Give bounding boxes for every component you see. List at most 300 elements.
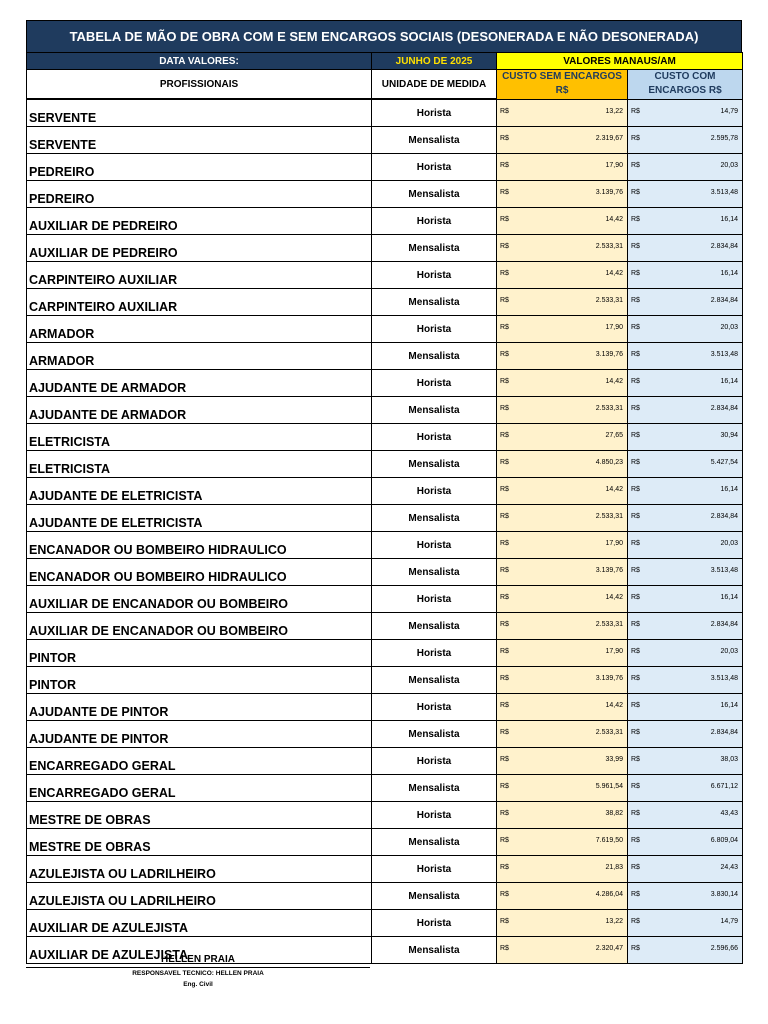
- signer-role: Eng. Civil: [183, 981, 213, 988]
- profissional-cell: PEDREIRO: [27, 154, 372, 181]
- custo-com-encargos-cell: [628, 613, 743, 640]
- currency-symbol: R$: [631, 351, 640, 358]
- currency-symbol: R$: [500, 783, 509, 790]
- unidade-cell: Mensalista: [372, 397, 497, 424]
- currency-symbol: R$: [631, 729, 640, 736]
- custo-com-encargos-value: 2.834,84: [710, 405, 738, 412]
- custo-com-encargos-cell: [628, 559, 743, 586]
- unidade-cell: Horista: [372, 586, 497, 613]
- custo-com-encargos-value: 3.513,48: [710, 675, 738, 682]
- custo-sem-encargos-value: 13,22: [605, 918, 623, 925]
- currency-symbol: R$: [500, 675, 509, 682]
- labor-cost-table: [26, 52, 743, 964]
- custo-sem-encargos-cell: [497, 910, 628, 937]
- custo-com-encargos-cell: [628, 478, 743, 505]
- table-row: [27, 289, 743, 316]
- currency-symbol: R$: [631, 864, 640, 871]
- custo-sem-encargos-cell: [497, 937, 628, 964]
- custo-sem-encargos-cell: [497, 343, 628, 370]
- profissional-cell: PEDREIRO: [27, 181, 372, 208]
- custo-sem-encargos-value: 21,83: [605, 864, 623, 871]
- custo-sem-encargos-value: 3.139,76: [595, 567, 623, 574]
- custo-sem-encargos-cell: [497, 451, 628, 478]
- table-row: [27, 343, 743, 370]
- profissional-cell: AUXILIAR DE PEDREIRO: [27, 235, 372, 262]
- custo-com-encargos-cell: [628, 721, 743, 748]
- custo-com-encargos-cell: [628, 154, 743, 181]
- custo-sem-encargos-cell: [497, 667, 628, 694]
- unidade-cell: Mensalista: [372, 451, 497, 478]
- table-row: [27, 667, 743, 694]
- custo-sem-encargos-value: 3.139,76: [595, 351, 623, 358]
- unidade-cell: Horista: [372, 910, 497, 937]
- custo-sem-encargos-value: 2.533,31: [595, 405, 623, 412]
- currency-symbol: R$: [500, 351, 509, 358]
- custo-com-encargos-value: 2.834,84: [710, 621, 738, 628]
- custo-com-encargos-value: 20,03: [720, 648, 738, 655]
- custo-sem-encargos-cell: [497, 586, 628, 613]
- custo-com-encargos-value: 24,43: [720, 864, 738, 871]
- custo-com-encargos-cell: [628, 424, 743, 451]
- unidade-cell: Horista: [372, 99, 497, 127]
- signer-name: HELLEN PRAIA: [161, 954, 235, 965]
- custo-com-encargos-value: 43,43: [720, 810, 738, 817]
- custo-sem-encargos-value: 3.139,76: [595, 675, 623, 682]
- table-row: [27, 559, 743, 586]
- custo-sem-encargos-value: 14,42: [605, 216, 623, 223]
- currency-symbol: R$: [631, 702, 640, 709]
- profissional-cell: AUXILIAR DE ENCANADOR OU BOMBEIRO: [27, 613, 372, 640]
- profissional-cell: AJUDANTE DE ELETRICISTA: [27, 505, 372, 532]
- profissional-cell: AUXILIAR DE AZULEJISTA: [27, 937, 372, 964]
- currency-symbol: R$: [631, 783, 640, 790]
- table-row: [27, 586, 743, 613]
- column-header-custo-com-encargos: CUSTO COM ENCARGOS R$: [628, 70, 743, 100]
- custo-com-encargos-cell: [628, 829, 743, 856]
- unidade-cell: Mensalista: [372, 505, 497, 532]
- currency-symbol: R$: [500, 107, 509, 115]
- table-row: [27, 397, 743, 424]
- profissional-cell: ENCARREGADO GERAL: [27, 775, 372, 802]
- unidade-cell: Horista: [372, 154, 497, 181]
- currency-symbol: R$: [631, 189, 640, 196]
- custo-sem-encargos-cell: [497, 802, 628, 829]
- custo-com-encargos-cell: [628, 289, 743, 316]
- currency-symbol: R$: [631, 756, 640, 763]
- custo-sem-encargos-cell: [497, 775, 628, 802]
- currency-symbol: R$: [631, 107, 640, 115]
- unidade-cell: Mensalista: [372, 667, 497, 694]
- data-valores-label: DATA VALORES:: [27, 53, 372, 70]
- custo-sem-encargos-value: 33,99: [605, 756, 623, 763]
- custo-com-encargos-value: 14,79: [720, 918, 738, 925]
- custo-sem-encargos-value: 17,90: [605, 648, 623, 655]
- currency-symbol: R$: [631, 918, 640, 925]
- table-row: [27, 883, 743, 910]
- currency-symbol: R$: [500, 810, 509, 817]
- custo-com-encargos-value: 14,79: [720, 107, 738, 115]
- currency-symbol: R$: [631, 648, 640, 655]
- currency-symbol: R$: [500, 864, 509, 871]
- currency-symbol: R$: [631, 243, 640, 250]
- custo-com-encargos-value: 2.834,84: [710, 297, 738, 304]
- currency-symbol: R$: [631, 567, 640, 574]
- custo-sem-encargos-value: 14,42: [605, 594, 623, 601]
- custo-com-encargos-value: 6.809,04: [710, 837, 738, 844]
- currency-symbol: R$: [500, 459, 509, 466]
- custo-sem-encargos-cell: [497, 478, 628, 505]
- custo-com-encargos-cell: [628, 937, 743, 964]
- custo-sem-encargos-value: 2.533,31: [595, 297, 623, 304]
- profissional-cell: MESTRE DE OBRAS: [27, 829, 372, 856]
- custo-com-encargos-cell: [628, 235, 743, 262]
- profissional-cell: AJUDANTE DE PINTOR: [27, 721, 372, 748]
- custo-sem-encargos-cell: [497, 721, 628, 748]
- custo-sem-encargos-cell: [497, 694, 628, 721]
- price-table-sheet: [26, 20, 742, 964]
- currency-symbol: R$: [500, 432, 509, 439]
- currency-symbol: R$: [500, 405, 509, 412]
- table-row: [27, 802, 743, 829]
- custo-sem-encargos-cell: [497, 397, 628, 424]
- profissional-cell: AJUDANTE DE PINTOR: [27, 694, 372, 721]
- custo-com-encargos-value: 2.834,84: [710, 243, 738, 250]
- custo-sem-encargos-cell: [497, 208, 628, 235]
- profissional-cell: AUXILIAR DE ENCANADOR OU BOMBEIRO: [27, 586, 372, 613]
- currency-symbol: R$: [631, 540, 640, 547]
- currency-symbol: R$: [631, 945, 640, 952]
- profissional-cell: CARPINTEIRO AUXILIAR: [27, 289, 372, 316]
- currency-symbol: R$: [631, 216, 640, 223]
- custo-sem-encargos-value: 13,22: [605, 107, 623, 115]
- profissional-cell: AZULEJISTA OU LADRILHEIRO: [27, 856, 372, 883]
- profissional-cell: ENCANADOR OU BOMBEIRO HIDRAULICO: [27, 532, 372, 559]
- profissional-cell: ELETRICISTA: [27, 451, 372, 478]
- table-row: [27, 424, 743, 451]
- currency-symbol: R$: [500, 891, 509, 898]
- custo-com-encargos-cell: [628, 451, 743, 478]
- custo-com-encargos-value: 2.834,84: [710, 513, 738, 520]
- currency-symbol: R$: [500, 567, 509, 574]
- table-row: [27, 181, 743, 208]
- custo-sem-encargos-cell: [497, 370, 628, 397]
- currency-symbol: R$: [631, 459, 640, 466]
- signature-block: [26, 953, 370, 988]
- custo-sem-encargos-cell: [497, 424, 628, 451]
- profissional-cell: ENCARREGADO GERAL: [27, 748, 372, 775]
- unidade-cell: Mensalista: [372, 289, 497, 316]
- custo-com-encargos-cell: [628, 505, 743, 532]
- currency-symbol: R$: [631, 486, 640, 493]
- custo-sem-encargos-value: 5.961,54: [595, 783, 623, 790]
- custo-sem-encargos-cell: [497, 154, 628, 181]
- table-row: [27, 208, 743, 235]
- currency-symbol: R$: [500, 135, 509, 142]
- custo-sem-encargos-value: 3.139,76: [595, 189, 623, 196]
- month-label: JUNHO DE 2025: [372, 53, 497, 70]
- table-row: [27, 721, 743, 748]
- unidade-cell: Mensalista: [372, 775, 497, 802]
- unidade-cell: Horista: [372, 640, 497, 667]
- currency-symbol: R$: [631, 162, 640, 169]
- custo-sem-encargos-cell: [497, 559, 628, 586]
- currency-symbol: R$: [631, 405, 640, 412]
- currency-symbol: R$: [631, 837, 640, 844]
- custo-com-encargos-cell: [628, 343, 743, 370]
- currency-symbol: R$: [500, 648, 509, 655]
- custo-com-encargos-value: 20,03: [720, 162, 738, 169]
- table-title: TABELA DE MÃO DE OBRA COM E SEM ENCARGOS SOCIAIS (DESONERADA E NÃO DESONERADA): [26, 20, 742, 52]
- currency-symbol: R$: [500, 378, 509, 385]
- custo-com-encargos-cell: [628, 532, 743, 559]
- custo-com-encargos-cell: [628, 127, 743, 154]
- custo-com-encargos-value: 16,14: [720, 378, 738, 385]
- custo-com-encargos-value: 2.595,78: [710, 135, 738, 142]
- custo-com-encargos-value: 2.834,84: [710, 729, 738, 736]
- table-row: [27, 154, 743, 181]
- custo-com-encargos-cell: [628, 802, 743, 829]
- unidade-cell: Horista: [372, 478, 497, 505]
- currency-symbol: R$: [500, 270, 509, 277]
- custo-com-encargos-cell: [628, 316, 743, 343]
- unidade-cell: Horista: [372, 208, 497, 235]
- custo-com-encargos-value: 16,14: [720, 702, 738, 709]
- currency-symbol: R$: [631, 810, 640, 817]
- custo-com-encargos-cell: [628, 856, 743, 883]
- custo-sem-encargos-value: 14,42: [605, 378, 623, 385]
- currency-symbol: R$: [500, 216, 509, 223]
- currency-symbol: R$: [500, 756, 509, 763]
- custo-com-encargos-cell: [628, 99, 743, 127]
- profissional-cell: ELETRICISTA: [27, 424, 372, 451]
- currency-symbol: R$: [500, 243, 509, 250]
- column-header-unidade: UNIDADE DE MEDIDA: [372, 70, 497, 100]
- profissional-cell: AZULEJISTA OU LADRILHEIRO: [27, 883, 372, 910]
- unidade-cell: Mensalista: [372, 937, 497, 964]
- custo-sem-encargos-value: 17,90: [605, 162, 623, 169]
- currency-symbol: R$: [500, 702, 509, 709]
- custo-sem-encargos-cell: [497, 640, 628, 667]
- custo-com-encargos-cell: [628, 397, 743, 424]
- table-row: [27, 640, 743, 667]
- custo-sem-encargos-value: 2.320,47: [595, 945, 623, 952]
- custo-sem-encargos-value: 2.533,31: [595, 513, 623, 520]
- profissional-cell: AJUDANTE DE ARMADOR: [27, 397, 372, 424]
- unidade-cell: Mensalista: [372, 343, 497, 370]
- unidade-cell: Horista: [372, 532, 497, 559]
- unidade-cell: Horista: [372, 370, 497, 397]
- custo-com-encargos-cell: [628, 586, 743, 613]
- table-row: [27, 748, 743, 775]
- unidade-cell: Horista: [372, 748, 497, 775]
- custo-sem-encargos-value: 38,82: [605, 810, 623, 817]
- custo-sem-encargos-value: 4.286,04: [595, 891, 623, 898]
- custo-sem-encargos-value: 14,42: [605, 486, 623, 493]
- table-row: [27, 775, 743, 802]
- table-row: [27, 532, 743, 559]
- custo-sem-encargos-value: 2.319,67: [595, 135, 623, 142]
- custo-com-encargos-cell: [628, 181, 743, 208]
- unidade-cell: Horista: [372, 316, 497, 343]
- custo-sem-encargos-value: 2.533,31: [595, 243, 623, 250]
- custo-com-encargos-value: 3.513,48: [710, 567, 738, 574]
- custo-com-encargos-value: 3.513,48: [710, 189, 738, 196]
- currency-symbol: R$: [500, 486, 509, 493]
- location-label: VALORES MANAUS/AM: [497, 53, 743, 70]
- custo-com-encargos-value: 3.513,48: [710, 351, 738, 358]
- profissional-cell: CARPINTEIRO AUXILIAR: [27, 262, 372, 289]
- custo-sem-encargos-cell: [497, 532, 628, 559]
- currency-symbol: R$: [500, 945, 509, 952]
- unidade-cell: Horista: [372, 424, 497, 451]
- profissional-cell: AUXILIAR DE PEDREIRO: [27, 208, 372, 235]
- currency-symbol: R$: [631, 378, 640, 385]
- currency-symbol: R$: [500, 621, 509, 628]
- table-row: [27, 235, 743, 262]
- custo-com-encargos-cell: [628, 370, 743, 397]
- column-header-profissionais: PROFISSIONAIS: [27, 70, 372, 100]
- unidade-cell: Mensalista: [372, 235, 497, 262]
- custo-sem-encargos-cell: [497, 289, 628, 316]
- custo-com-encargos-value: 20,03: [720, 540, 738, 547]
- column-header-custo-sem-encargos: CUSTO SEM ENCARGOS R$: [497, 70, 628, 100]
- unidade-cell: Horista: [372, 262, 497, 289]
- custo-sem-encargos-cell: [497, 127, 628, 154]
- unidade-cell: Mensalista: [372, 829, 497, 856]
- custo-sem-encargos-value: 2.533,31: [595, 621, 623, 628]
- custo-com-encargos-value: 30,94: [720, 432, 738, 439]
- unidade-cell: Mensalista: [372, 559, 497, 586]
- custo-com-encargos-value: 5.427,54: [710, 459, 738, 466]
- custo-com-encargos-value: 16,14: [720, 216, 738, 223]
- custo-sem-encargos-cell: [497, 829, 628, 856]
- unidade-cell: Mensalista: [372, 721, 497, 748]
- custo-sem-encargos-value: 2.533,31: [595, 729, 623, 736]
- currency-symbol: R$: [500, 324, 509, 331]
- custo-sem-encargos-cell: [497, 99, 628, 127]
- table-row: [27, 613, 743, 640]
- custo-com-encargos-value: 3.830,14: [710, 891, 738, 898]
- custo-sem-encargos-value: 27,65: [605, 432, 623, 439]
- currency-symbol: R$: [500, 297, 509, 304]
- table-row: [27, 478, 743, 505]
- custo-sem-encargos-value: 14,42: [605, 270, 623, 277]
- profissional-cell: SERVENTE: [27, 127, 372, 154]
- currency-symbol: R$: [500, 729, 509, 736]
- column-header-row: [27, 70, 743, 100]
- currency-symbol: R$: [500, 189, 509, 196]
- custo-sem-encargos-cell: [497, 856, 628, 883]
- custo-com-encargos-cell: [628, 748, 743, 775]
- custo-com-encargos-value: 16,14: [720, 270, 738, 277]
- profissional-cell: ARMADOR: [27, 316, 372, 343]
- profissional-cell: PINTOR: [27, 667, 372, 694]
- custo-sem-encargos-value: 4.850,23: [595, 459, 623, 466]
- unidade-cell: Horista: [372, 802, 497, 829]
- unidade-cell: Mensalista: [372, 127, 497, 154]
- unidade-cell: Mensalista: [372, 181, 497, 208]
- custo-sem-encargos-cell: [497, 262, 628, 289]
- table-row: [27, 856, 743, 883]
- custo-com-encargos-cell: [628, 262, 743, 289]
- custo-com-encargos-cell: [628, 910, 743, 937]
- custo-com-encargos-cell: [628, 775, 743, 802]
- currency-symbol: R$: [500, 540, 509, 547]
- currency-symbol: R$: [500, 162, 509, 169]
- custo-com-encargos-value: 6.671,12: [710, 783, 738, 790]
- custo-com-encargos-value: 38,03: [720, 756, 738, 763]
- table-row: [27, 370, 743, 397]
- currency-symbol: R$: [631, 513, 640, 520]
- profissional-cell: SERVENTE: [27, 99, 372, 127]
- custo-sem-encargos-cell: [497, 748, 628, 775]
- currency-symbol: R$: [631, 432, 640, 439]
- profissional-cell: AJUDANTE DE ELETRICISTA: [27, 478, 372, 505]
- custo-sem-encargos-cell: [497, 181, 628, 208]
- currency-symbol: R$: [631, 297, 640, 304]
- currency-symbol: R$: [631, 891, 640, 898]
- table-row: [27, 505, 743, 532]
- custo-sem-encargos-cell: [497, 883, 628, 910]
- table-row: [27, 829, 743, 856]
- profissional-cell: AUXILIAR DE AZULEJISTA: [27, 910, 372, 937]
- responsible-technician: RESPONSAVEL TECNICO: HELLEN PRAIA: [132, 970, 264, 977]
- unidade-cell: Horista: [372, 694, 497, 721]
- custo-com-encargos-cell: [628, 667, 743, 694]
- profissional-cell: AJUDANTE DE ARMADOR: [27, 370, 372, 397]
- profissional-cell: ARMADOR: [27, 343, 372, 370]
- table-row: [27, 451, 743, 478]
- table-row: [27, 262, 743, 289]
- table-row: [27, 316, 743, 343]
- date-header-row: [27, 53, 743, 70]
- currency-symbol: R$: [631, 675, 640, 682]
- custo-sem-encargos-cell: [497, 613, 628, 640]
- custo-com-encargos-cell: [628, 694, 743, 721]
- table-row: [27, 694, 743, 721]
- table-row: [27, 910, 743, 937]
- unidade-cell: Horista: [372, 856, 497, 883]
- custo-com-encargos-value: 20,03: [720, 324, 738, 331]
- custo-com-encargos-cell: [628, 208, 743, 235]
- currency-symbol: R$: [500, 594, 509, 601]
- currency-symbol: R$: [500, 513, 509, 520]
- custo-sem-encargos-value: 14,42: [605, 702, 623, 709]
- profissional-cell: ENCANADOR OU BOMBEIRO HIDRAULICO: [27, 559, 372, 586]
- custo-sem-encargos-cell: [497, 235, 628, 262]
- custo-com-encargos-cell: [628, 640, 743, 667]
- currency-symbol: R$: [631, 324, 640, 331]
- custo-sem-encargos-cell: [497, 505, 628, 532]
- currency-symbol: R$: [631, 621, 640, 628]
- custo-sem-encargos-value: 17,90: [605, 324, 623, 331]
- currency-symbol: R$: [631, 594, 640, 601]
- custo-com-encargos-cell: [628, 883, 743, 910]
- custo-com-encargos-value: 2.596,66: [710, 945, 738, 952]
- custo-sem-encargos-value: 7.619,50: [595, 837, 623, 844]
- custo-com-encargos-value: 16,14: [720, 594, 738, 601]
- currency-symbol: R$: [500, 918, 509, 925]
- custo-sem-encargos-value: 17,90: [605, 540, 623, 547]
- table-row: [27, 99, 743, 127]
- currency-symbol: R$: [631, 135, 640, 142]
- table-row: [27, 127, 743, 154]
- profissional-cell: MESTRE DE OBRAS: [27, 802, 372, 829]
- unidade-cell: Mensalista: [372, 613, 497, 640]
- profissional-cell: PINTOR: [27, 640, 372, 667]
- unidade-cell: Mensalista: [372, 883, 497, 910]
- currency-symbol: R$: [631, 270, 640, 277]
